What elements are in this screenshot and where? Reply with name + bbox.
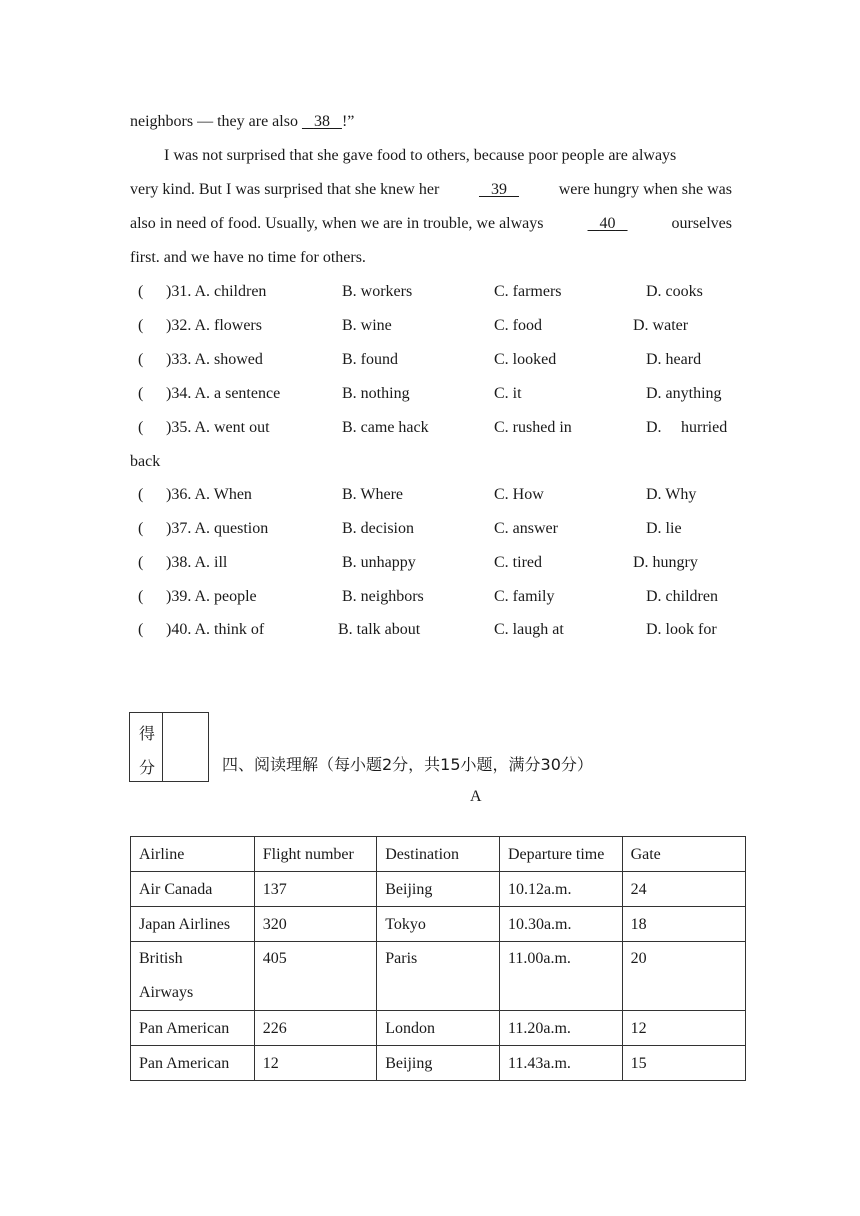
- option-c: C. answer: [494, 520, 558, 537]
- cell-airline: Pan American: [131, 1046, 255, 1081]
- option-b: B. nothing: [342, 385, 410, 402]
- cell-destination: Beijing: [377, 872, 500, 907]
- header-cell: Airline: [131, 837, 255, 872]
- cell-departure-time: 11.43a.m.: [499, 1046, 622, 1081]
- passage-line-2: [130, 146, 732, 166]
- option-d-continuation: back: [130, 453, 161, 470]
- cell-flight-number: 137: [254, 872, 377, 907]
- cell-flight-number: 12: [254, 1046, 377, 1081]
- option-a: )34. A. a sentence: [166, 385, 281, 402]
- cell-destination: Paris: [377, 942, 500, 1011]
- option-d-text: hurried: [681, 419, 728, 436]
- blank-38: 38: [313, 113, 330, 130]
- header-cell: Gate: [622, 837, 745, 872]
- option-d: D. children: [646, 588, 718, 605]
- option-d: D. Why: [646, 486, 697, 503]
- table-row: [131, 942, 746, 1011]
- option-d: D. hungry: [633, 554, 698, 571]
- option-a: )39. A. people: [166, 588, 257, 605]
- answer-paren: (: [138, 317, 144, 334]
- cell-destination: London: [377, 1011, 500, 1046]
- option-a: )36. A. When: [166, 486, 252, 503]
- option-b: B. found: [342, 351, 398, 368]
- question-35-continuation: [130, 452, 732, 472]
- passage-text: neighbors — they are also: [130, 113, 302, 130]
- cell-gate: 18: [622, 907, 745, 942]
- option-c: C. rushed in: [494, 419, 572, 436]
- cell-departure-time: 10.12a.m.: [499, 872, 622, 907]
- section-title: 四、阅读理解（每小题2分，共15小题，满分30分）: [222, 755, 593, 774]
- option-c: C. family: [494, 588, 555, 605]
- cell-airline: Air Canada: [131, 872, 255, 907]
- option-a: )38. A. ill: [166, 554, 228, 571]
- passage-line-3: [130, 180, 732, 200]
- cell-gate: 15: [622, 1046, 745, 1081]
- answer-paren: (: [138, 385, 144, 402]
- cell-departure-time: 11.00a.m.: [499, 942, 622, 1011]
- score-label-top: 得: [139, 726, 156, 743]
- table-row: [131, 907, 746, 942]
- option-a: )35. A. went out: [166, 419, 270, 436]
- question-33: [130, 350, 740, 370]
- question-39: [130, 587, 740, 607]
- answer-paren: (: [138, 351, 144, 368]
- option-b: B. Where: [342, 486, 404, 503]
- option-a: )32. A. flowers: [166, 317, 262, 334]
- blank-40: 40: [599, 215, 616, 232]
- answer-paren: (: [138, 621, 144, 638]
- question-38: [130, 553, 740, 573]
- flight-table: [130, 836, 746, 1081]
- option-a: )37. A. question: [166, 520, 269, 537]
- question-32: [130, 316, 740, 336]
- question-31: [130, 282, 740, 302]
- option-a: )33. A. showed: [166, 351, 263, 368]
- answer-paren: (: [138, 419, 144, 436]
- cell-flight-number: 226: [254, 1011, 377, 1046]
- passage-text: also in need of food. Usually, when we are in trouble, we always: [130, 215, 544, 232]
- score-label-cell: [130, 713, 163, 781]
- cell-destination: Tokyo: [377, 907, 500, 942]
- option-b: B. decision: [342, 520, 414, 537]
- cell-departure-time: 11.20a.m.: [499, 1011, 622, 1046]
- answer-paren: (: [138, 588, 144, 605]
- option-d: D. water: [633, 317, 689, 334]
- answer-paren: (: [138, 486, 144, 503]
- option-c: C. farmers: [494, 283, 562, 300]
- blank-39: 39: [490, 181, 507, 198]
- question-36: [130, 485, 740, 505]
- option-c: C. looked: [494, 351, 557, 368]
- option-b: B. neighbors: [342, 588, 424, 605]
- table-header-row: [131, 837, 746, 872]
- header-cell: Departure time: [499, 837, 622, 872]
- passage-text: ourselves: [671, 215, 732, 232]
- option-d: D. anything: [646, 385, 722, 402]
- passage-text: were hungry when she was: [558, 181, 732, 198]
- passage-line-1: [130, 112, 732, 132]
- cell-gate: 24: [622, 872, 745, 907]
- question-37: [130, 519, 740, 539]
- cell-airline: British Airways: [131, 942, 255, 1011]
- score-label-bottom: 分: [139, 760, 156, 777]
- passage-text: first. and we have no time for others.: [130, 249, 366, 266]
- cell-airline: Japan Airlines: [131, 907, 255, 942]
- cell-departure-time: 10.30a.m.: [499, 907, 622, 942]
- option-d: D. heard: [646, 351, 702, 368]
- option-d: D. look for: [646, 621, 717, 638]
- table-row: [131, 1011, 746, 1046]
- passage-line-5: [130, 248, 732, 268]
- option-d: D. lie: [646, 520, 682, 537]
- passage-text: very kind. But I was surprised that she knew her: [130, 181, 440, 198]
- table-row: [131, 872, 746, 907]
- option-c: C. laugh at: [494, 621, 564, 638]
- cell-flight-number: 405: [254, 942, 377, 1011]
- passage-text: I was not surprised that she gave food to others, because poor people are always: [164, 147, 677, 164]
- passage-line-4: [130, 214, 732, 234]
- option-b: B. talk about: [338, 621, 421, 638]
- option-c: C. How: [494, 486, 544, 503]
- passage-text: !”: [341, 113, 355, 130]
- option-a: )31. A. children: [166, 283, 267, 300]
- cell-gate: 12: [622, 1011, 745, 1046]
- question-40: [130, 620, 740, 640]
- option-c: C. food: [494, 317, 542, 334]
- option-b: B. workers: [342, 283, 413, 300]
- score-box: [129, 712, 209, 782]
- option-d: D.: [646, 419, 662, 436]
- header-cell: Flight number: [254, 837, 377, 872]
- question-35: [130, 418, 740, 438]
- passage-letter: A: [470, 788, 482, 805]
- cell-airline: Pan American: [131, 1011, 255, 1046]
- option-c: C. it: [494, 385, 522, 402]
- answer-paren: (: [138, 283, 144, 300]
- option-a: )40. A. think of: [166, 621, 265, 638]
- option-d: D. cooks: [646, 283, 703, 300]
- table-row: [131, 1046, 746, 1081]
- cell-flight-number: 320: [254, 907, 377, 942]
- answer-paren: (: [138, 554, 144, 571]
- header-cell: Destination: [377, 837, 500, 872]
- question-34: [130, 384, 740, 404]
- option-b: B. came hack: [342, 419, 429, 436]
- option-b: B. wine: [342, 317, 392, 334]
- cell-gate: 20: [622, 942, 745, 1011]
- cell-destination: Beijing: [377, 1046, 500, 1081]
- answer-paren: (: [138, 520, 144, 537]
- option-c: C. tired: [494, 554, 542, 571]
- option-b: B. unhappy: [342, 554, 416, 571]
